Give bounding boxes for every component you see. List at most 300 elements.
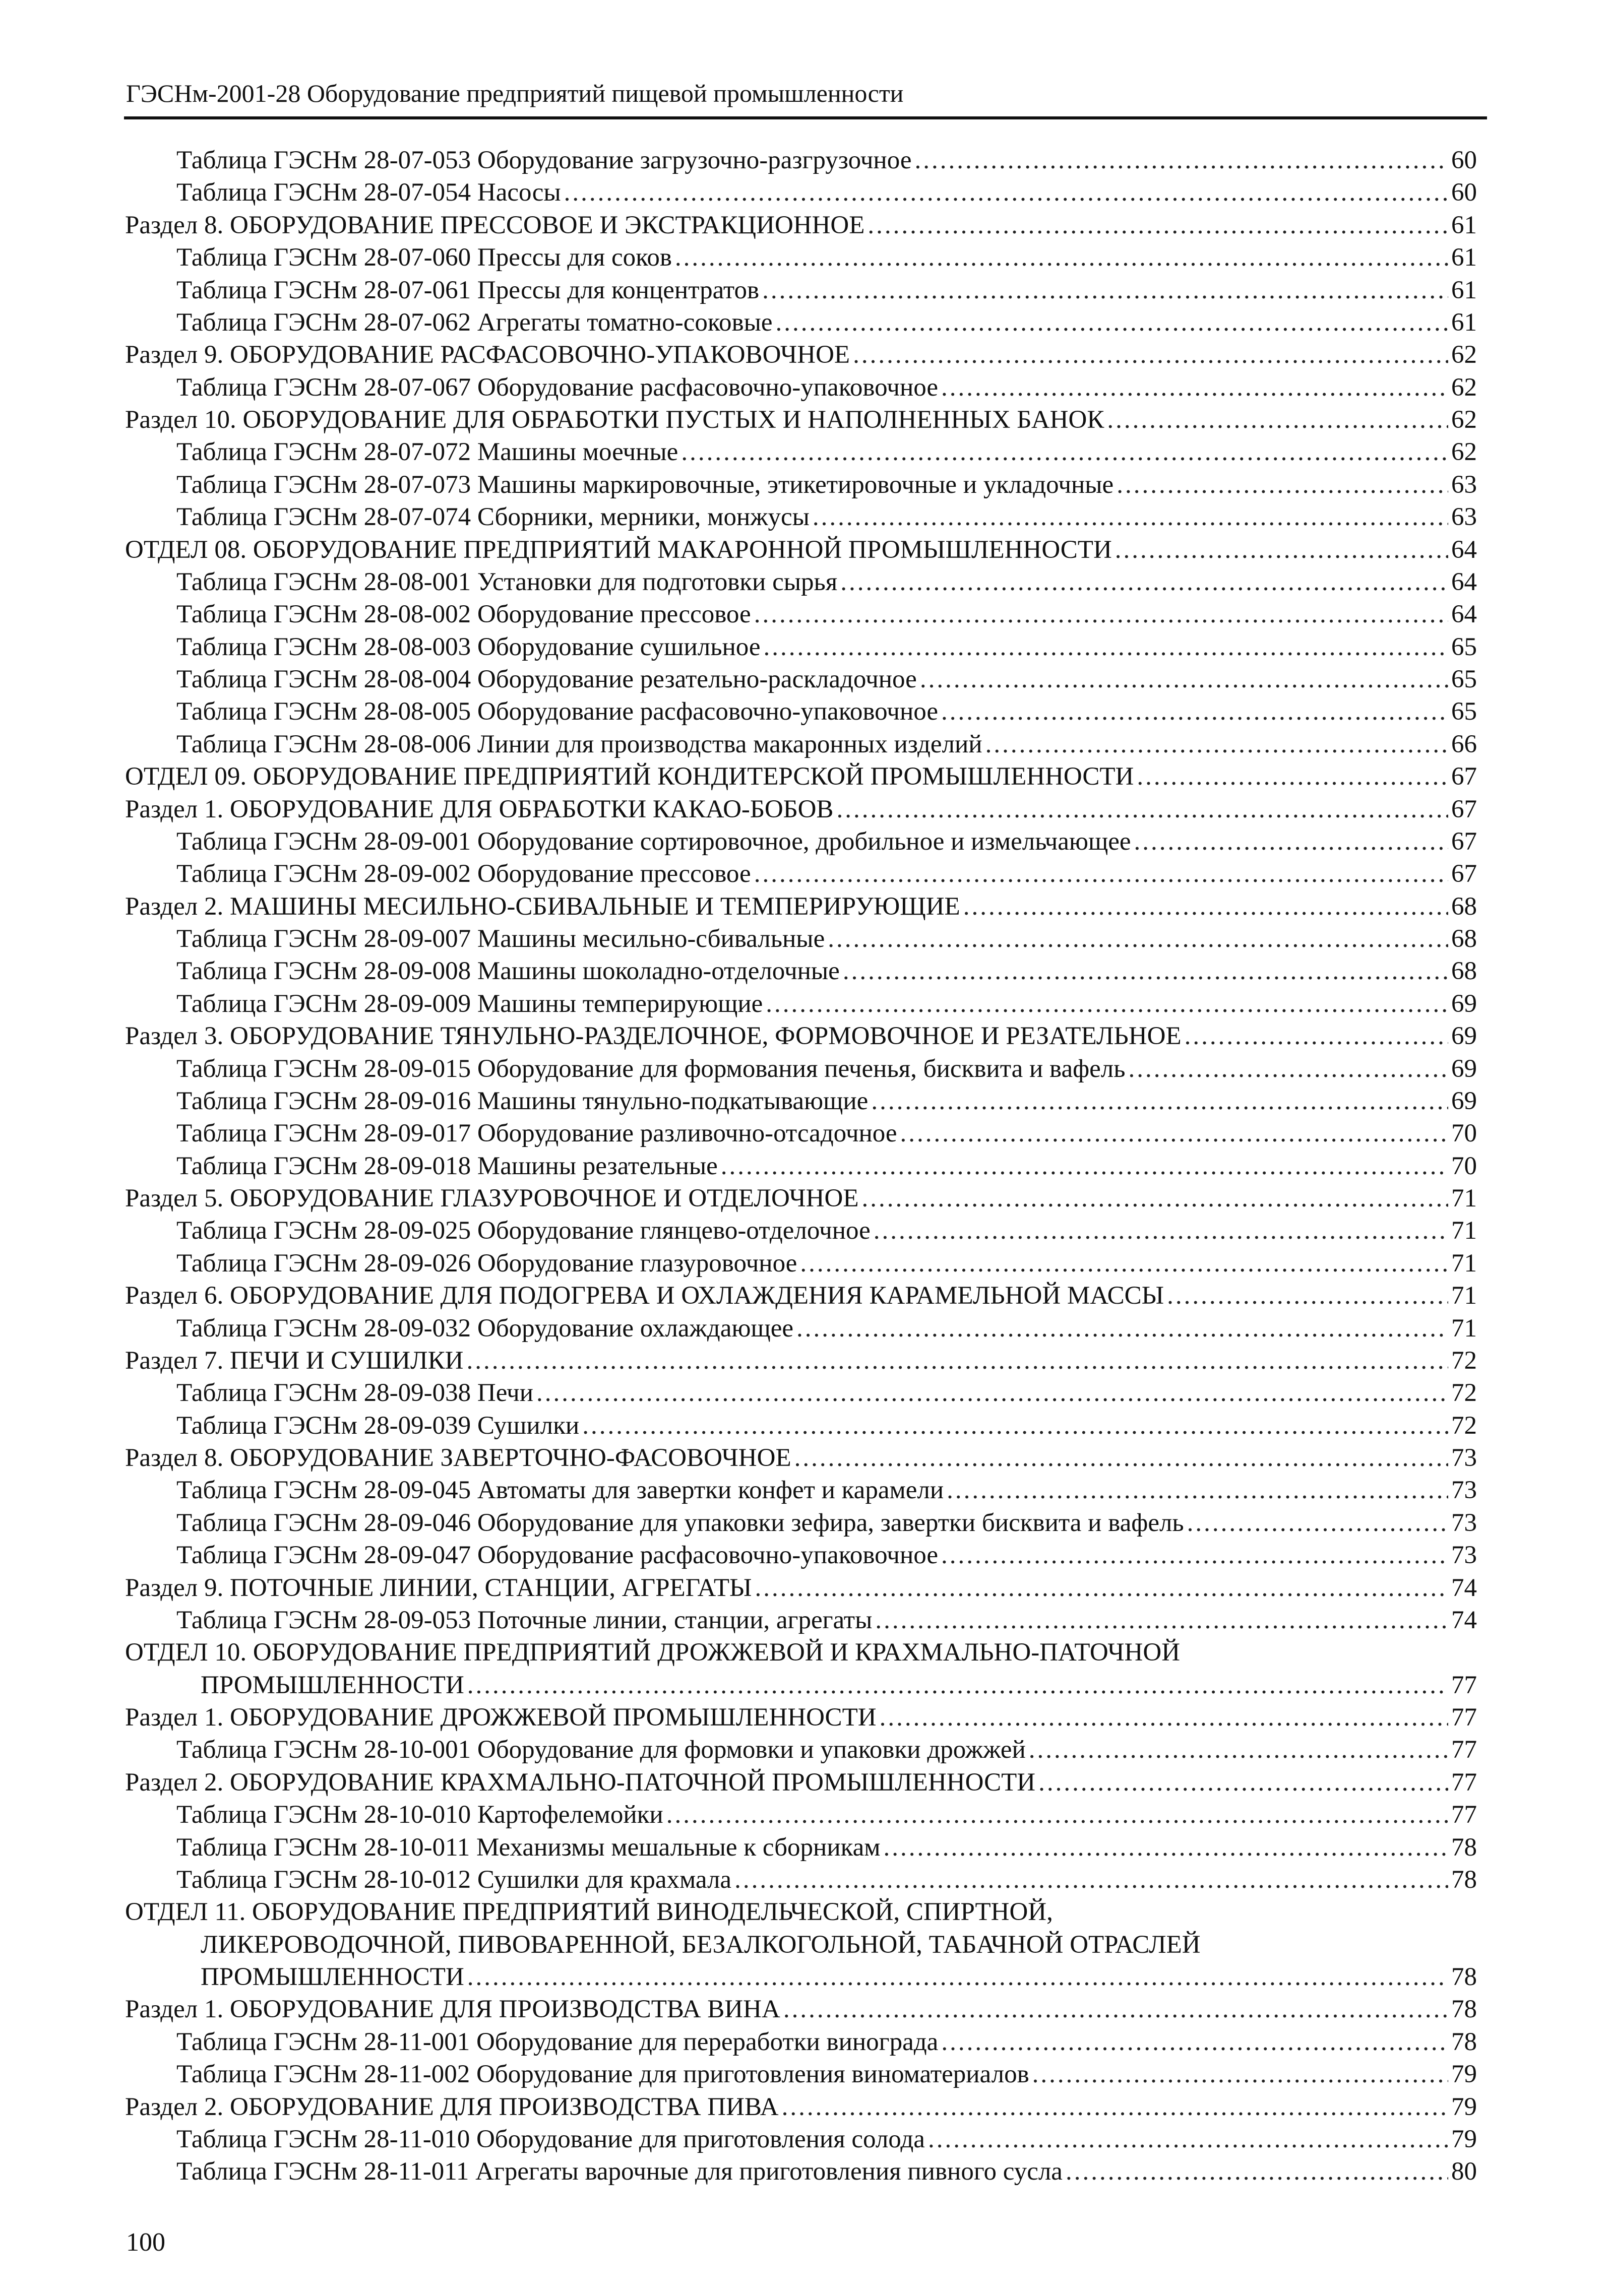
toc-entry-page: 65 [1451,697,1477,726]
toc-entry-page: 64 [1451,535,1477,564]
dot-leader [1029,1734,1448,1766]
dot-leader [900,1117,1448,1150]
toc-entry-title: Таблица ГЭСНм 28-11-001 Оборудование для переработки винограда [176,2027,939,2056]
dot-leader [796,1312,1448,1345]
toc-entry-title: Таблица ГЭСНм 28-07-072 Машины моечные [176,438,678,467]
dot-leader [840,566,1448,598]
dot-leader [985,728,1448,760]
toc-entry-page: 65 [1451,665,1477,693]
toc-entry[interactable] [0,2026,1609,2058]
toc-entry-page: 72 [1451,1379,1477,1408]
toc-entry-page: 77 [1451,1801,1477,1829]
toc-entry-page: 73 [1451,1508,1477,1537]
toc-entry[interactable] [0,1993,1609,2025]
toc-entry[interactable] [0,1669,1609,1701]
toc-entry[interactable] [0,1150,1609,1182]
toc-entry[interactable] [0,695,1609,728]
toc-entry-line [176,1831,1477,1864]
toc-entry[interactable] [0,209,1609,241]
toc-entry-line [176,1085,1477,1117]
dot-leader [871,1085,1448,1117]
toc-entry-line [125,1182,1477,1215]
toc-entry-page: 73 [1451,1476,1477,1505]
toc-entry-title: Таблица ГЭСНм 28-11-011 Агрегаты варочные для приготовления пивного сусла [176,2157,1063,2186]
toc-entry-line [176,2123,1477,2155]
toc-entry-page: 78 [1451,1963,1477,1991]
toc-entry[interactable] [0,241,1609,274]
dot-leader [813,501,1448,533]
toc-entry-line [176,598,1477,630]
toc-entry[interactable] [0,1377,1609,1409]
toc-entry-line [176,1053,1477,1085]
toc-entry-page: 64 [1451,600,1477,629]
toc-entry-page: 64 [1451,567,1477,596]
toc-entry-title: Таблица ГЭСНм 28-09-026 Оборудование глазуровочное [176,1249,797,1278]
toc-entry-line [176,306,1477,339]
toc-entry-line [125,1766,1477,1799]
toc-entry-page: 77 [1451,1703,1477,1732]
toc-entry-title: Таблица ГЭСНм 28-09-053 Поточные линии, станции, агрегаты [176,1606,873,1634]
toc-entry-line [176,988,1477,1020]
dot-leader [843,955,1448,987]
dot-leader [754,858,1448,890]
toc-entry-title: Раздел 7. ПЕЧИ И СУШИЛКИ [125,1346,464,1375]
dot-leader [941,371,1448,404]
toc-entry[interactable] [0,1604,1609,1636]
toc-entry[interactable] [0,890,1609,923]
toc-entry[interactable] [0,1896,1609,1928]
toc-entry-page: 73 [1451,1541,1477,1570]
toc-entry-page: 69 [1451,1022,1477,1051]
toc-entry-page: 67 [1451,795,1477,823]
dot-leader [853,339,1448,371]
toc-entry-line [176,2155,1477,2188]
toc-entry-title: Раздел 1. ОБОРУДОВАНИЕ ДЛЯ ОБРАБОТКИ КАКАО-БОБОВ [125,795,834,823]
toc-entry[interactable] [0,1539,1609,1571]
toc-entry-title: Таблица ГЭСНм 28-08-004 Оборудование резательно-раскладочное [176,665,917,693]
toc-entry-line [201,1961,1477,1993]
toc-entry-page: 69 [1451,989,1477,1018]
toc-entry[interactable] [0,534,1609,566]
toc-entry[interactable] [0,1215,1609,1247]
toc-entry-page: 61 [1451,211,1477,239]
toc-entry-page: 60 [1451,178,1477,207]
toc-entry-page: 61 [1451,243,1477,272]
toc-entry-page: 71 [1451,1249,1477,1278]
toc-entry[interactable] [0,858,1609,890]
toc-entry[interactable] [0,1442,1609,1474]
toc-entry[interactable] [0,923,1609,955]
toc-entry-page: 67 [1451,827,1477,856]
dot-leader [875,1604,1448,1636]
toc-entry[interactable] [0,2058,1609,2090]
toc-entry-page: 69 [1451,1087,1477,1115]
toc-entry[interactable] [0,1961,1609,1993]
toc-entry-page: 68 [1451,957,1477,986]
dot-leader [794,1442,1448,1474]
toc-entry-title: Таблица ГЭСНм 28-08-002 Оборудование прессовое [176,600,751,629]
toc-entry-page: 69 [1451,1054,1477,1083]
toc-entry-page: 80 [1451,2157,1477,2186]
dot-leader [868,209,1448,241]
toc-entry[interactable] [0,501,1609,533]
toc-entry-title: Таблица ГЭСНм 28-07-061 Прессы для концентратов [176,276,760,304]
toc-entry[interactable] [0,404,1609,436]
dot-leader [1038,1766,1448,1799]
dot-leader [1115,534,1448,566]
toc-entry-page: 70 [1451,1152,1477,1180]
dot-leader [963,890,1448,923]
toc-entry-line [125,760,1477,793]
toc-entry[interactable] [0,1182,1609,1215]
toc-entry-line [176,1864,1477,1896]
toc-entry[interactable] [0,144,1609,176]
dot-leader [1167,1280,1448,1312]
dot-leader [766,988,1448,1020]
toc-entry-line [176,825,1477,858]
toc-entry-title: ПРОМЫШЛЕННОСТИ [201,1963,464,1991]
toc-entry-page: 70 [1451,1119,1477,1148]
toc-entry[interactable] [0,306,1609,339]
toc-entry[interactable] [0,1831,1609,1864]
toc-entry-page: 78 [1451,2027,1477,2056]
toc-entry-title: Таблица ГЭСНм 28-09-008 Машины шоколадно-отделочные [176,957,840,986]
toc-entry-page: 74 [1451,1606,1477,1634]
toc-entry-line [176,923,1477,955]
toc-entry[interactable] [0,1117,1609,1150]
toc-entry-title: ЛИКЕРОВОДОЧНОЙ, ПИВОВАРЕННОЙ, БЕЗАЛКОГОЛЬНОЙ, ТАБАЧНОЙ ОТРАСЛЕЙ [201,1930,1201,1959]
toc-entry-line [176,663,1477,695]
toc-entry[interactable] [0,1507,1609,1539]
dot-leader [466,1345,1448,1377]
toc-entry-title: Таблица ГЭСНм 28-07-054 Насосы [176,178,561,207]
dot-leader [874,1215,1448,1247]
toc-entry[interactable] [0,176,1609,209]
dot-leader [536,1377,1448,1409]
toc-entry[interactable] [0,1734,1609,1766]
toc-entry-line [201,1929,1477,1961]
toc-entry-line [125,209,1477,241]
toc-entry-page: 61 [1451,308,1477,337]
toc-entry-line [176,2026,1477,2058]
toc-entry-title: Таблица ГЭСНм 28-09-025 Оборудование глянцево-отделочное [176,1217,871,1245]
toc-entry[interactable] [0,1247,1609,1280]
toc-entry-page: 79 [1451,2092,1477,2121]
toc-entry-title: Раздел 2. ОБОРУДОВАНИЕ ДЛЯ ПРОИЗВОДСТВА ПИВА [125,2092,779,2121]
toc-entry-line [176,695,1477,728]
toc-entry[interactable] [0,825,1609,858]
toc-entry-title: Раздел 1. ОБОРУДОВАНИЕ ДРОЖЖЕВОЙ ПРОМЫШЛЕННОСТИ [125,1703,877,1732]
toc-entry[interactable] [0,760,1609,793]
toc-entry[interactable] [0,1280,1609,1312]
toc-entry-title: Таблица ГЭСНм 28-07-053 Оборудование загрузочно-разгрузочное [176,146,912,174]
toc-entry[interactable] [0,2155,1609,2188]
toc-entry-title: Таблица ГЭСНм 28-10-011 Механизмы мешальные к сборникам [176,1833,881,1862]
dot-leader [884,1831,1448,1864]
toc-entry[interactable] [0,566,1609,598]
toc-entry-title: Таблица ГЭСНм 28-10-001 Оборудование для формовки и упаковки дрожжей [176,1736,1026,1764]
toc-entry-title: ОТДЕЛ 11. ОБОРУДОВАНИЕ ПРЕДПРИЯТИЙ ВИНОДЕЛЬЧЕСКОЙ, СПИРТНОЙ, [125,1898,1053,1927]
dot-leader [1128,1053,1448,1085]
dot-leader [941,1539,1448,1571]
dot-leader [828,923,1448,955]
toc-entry-title: Таблица ГЭСНм 28-09-047 Оборудование расфасовочно-упаковочное [176,1541,938,1570]
toc-entry-line [176,1377,1477,1409]
toc-entry[interactable] [0,2123,1609,2155]
toc-entry-line [176,1410,1477,1442]
toc-entry-line [176,1117,1477,1150]
toc-entry-page: 74 [1451,1573,1477,1602]
toc-entry[interactable] [0,631,1609,663]
dot-leader [764,631,1448,663]
toc-entry-line [176,469,1477,501]
toc-entry[interactable] [0,955,1609,987]
dot-leader [782,2091,1448,2123]
toc-entry[interactable] [0,436,1609,468]
toc-entry[interactable] [0,1572,1609,1604]
toc-entry-title: ОТДЕЛ 08. ОБОРУДОВАНИЕ ПРЕДПРИЯТИЙ МАКАРОННОЙ ПРОМЫШЛЕННОСТИ [125,535,1112,564]
toc-entry-title: Таблица ГЭСНм 28-09-039 Сушилки [176,1411,580,1440]
toc-entry-line [176,1507,1477,1539]
toc-entry-page: 79 [1451,2125,1477,2153]
toc-entry-line [125,534,1477,566]
toc-entry-line [176,144,1477,176]
toc-entry-page: 60 [1451,146,1477,174]
toc-entry[interactable] [0,1864,1609,1896]
toc-entry-line [125,1345,1477,1377]
toc-entry-title: ОТДЕЛ 09. ОБОРУДОВАНИЕ ПРЕДПРИЯТИЙ КОНДИТЕРСКОЙ ПРОМЫШЛЕННОСТИ [125,762,1134,791]
dot-leader [880,1701,1448,1734]
toc-entry-title: Раздел 3. ОБОРУДОВАНИЕ ТЯНУЛЬНО-РАЗДЕЛОЧНОЕ, ФОРМОВОЧНОЕ И РЕЗАТЕЛЬНОЕ [125,1022,1182,1051]
toc-entry-title: Таблица ГЭСНм 28-09-038 Печи [176,1379,533,1408]
toc-entry-page: 77 [1451,1671,1477,1699]
toc-entry[interactable] [0,988,1609,1020]
dot-leader [666,1799,1448,1831]
toc-entry-page: 72 [1451,1411,1477,1440]
dot-leader [754,598,1448,630]
toc-entry-title: Таблица ГЭСНм 28-09-015 Оборудование для формования печенья, бисквита и вафель [176,1054,1126,1083]
toc-entry-page: 77 [1451,1736,1477,1764]
toc-entry-title: Таблица ГЭСНм 28-09-018 Машины резательные [176,1152,718,1180]
toc-entry-title: Таблица ГЭСНм 28-08-001 Установки для подготовки сырья [176,567,838,596]
toc-entry-line [176,858,1477,890]
toc-entry-title: Таблица ГЭСНм 28-10-010 Картофелемойки [176,1801,663,1829]
toc-entry-title: Таблица ГЭСНм 28-09-001 Оборудование сортировочное, дробильное и измельчающее [176,827,1131,856]
table-of-contents [0,144,1609,2188]
toc-entry-line [125,1636,1477,1669]
toc-entry[interactable] [0,1410,1609,1442]
toc-entry-title: Раздел 6. ОБОРУДОВАНИЕ ДЛЯ ПОДОГРЕВА И ОХЛАЖДЕНИЯ КАРАМЕЛЬНОЙ МАССЫ [125,1282,1164,1310]
toc-entry-title: Таблица ГЭСНм 28-07-073 Машины маркировочные, этикетировочные и укладочные [176,470,1114,499]
dot-leader [1066,2155,1448,2188]
toc-entry-page: 62 [1451,341,1477,369]
toc-entry[interactable] [0,793,1609,825]
toc-entry-title: ОТДЕЛ 10. ОБОРУДОВАНИЕ ПРЕДПРИЯТИЙ ДРОЖЖЕВОЙ И КРАХМАЛЬНО-ПАТОЧНОЙ [125,1638,1181,1667]
toc-entry-line [125,1020,1477,1052]
toc-entry[interactable] [0,728,1609,760]
toc-entry-title: Раздел 8. ОБОРУДОВАНИЕ ЗАВЕРТОЧНО-ФАСОВОЧНОЕ [125,1444,791,1472]
dot-leader [783,1993,1448,2025]
dot-leader [681,436,1448,468]
toc-entry[interactable] [0,1799,1609,1831]
toc-entry-line [176,1604,1477,1636]
toc-entry-line [125,404,1477,436]
toc-entry-line [125,1442,1477,1474]
toc-entry-title: Таблица ГЭСНм 28-08-006 Линии для производства макаронных изделий [176,730,982,758]
toc-entry-line [125,339,1477,371]
toc-entry-title: Таблица ГЭСНм 28-09-046 Оборудование для упаковки зефира, завертки бисквита и вафель [176,1508,1184,1537]
toc-entry[interactable] [0,2091,1609,2123]
toc-entry-page: 68 [1451,925,1477,953]
toc-entry-line [176,371,1477,404]
toc-entry-line [176,1799,1477,1831]
toc-entry-title: Раздел 9. ПОТОЧНЫЕ ЛИНИИ, СТАНЦИИ, АГРЕГАТЫ [125,1573,752,1602]
dot-leader [928,2123,1448,2155]
toc-entry-line [176,1474,1477,1506]
toc-entry[interactable] [0,339,1609,371]
toc-entry[interactable] [0,371,1609,404]
toc-entry-page: 78 [1451,1995,1477,2024]
toc-entry[interactable] [0,663,1609,695]
toc-entry-line [176,631,1477,663]
toc-entry-line [176,436,1477,468]
toc-entry-page: 71 [1451,1184,1477,1213]
toc-entry[interactable] [0,598,1609,630]
toc-entry-title: Таблица ГЭСНм 28-10-012 Сушилки для крахмала [176,1865,732,1894]
toc-entry-line [125,1993,1477,2025]
toc-entry-line [176,274,1477,306]
dot-leader [1134,825,1449,858]
toc-entry-page: 62 [1451,406,1477,434]
toc-entry[interactable] [0,1701,1609,1734]
toc-entry-title: Таблица ГЭСНм 28-07-074 Сборники, мерники, монжусы [176,503,810,532]
toc-entry[interactable] [0,274,1609,306]
toc-entry-page: 68 [1451,892,1477,921]
toc-entry-page: 65 [1451,632,1477,661]
dot-leader [776,306,1448,339]
toc-entry-line [125,1701,1477,1734]
dot-leader [1117,469,1448,501]
toc-entry[interactable] [0,1766,1609,1799]
toc-entry[interactable] [0,1345,1609,1377]
toc-entry-line [125,793,1477,825]
dot-leader [582,1410,1448,1442]
toc-entry-line [176,1150,1477,1182]
toc-entry-title: Раздел 9. ОБОРУДОВАНИЕ РАСФАСОВОЧНО-УПАКОВОЧНОЕ [125,341,850,369]
toc-entry[interactable] [0,1929,1609,1961]
toc-entry-line [125,890,1477,923]
toc-entry-page: 71 [1451,1217,1477,1245]
dot-leader [467,1961,1448,1993]
toc-entry-page: 73 [1451,1444,1477,1472]
toc-entry[interactable] [0,1474,1609,1506]
toc-entry-title: Таблица ГЭСНм 28-08-003 Оборудование сушильное [176,632,761,661]
toc-entry-line [176,1312,1477,1345]
toc-entry-title: Таблица ГЭСНм 28-07-067 Оборудование расфасовочно-упаковочное [176,373,938,402]
dot-leader [800,1247,1448,1280]
toc-entry[interactable] [0,1312,1609,1345]
dot-leader [1187,1507,1448,1539]
toc-entry-page: 77 [1451,1768,1477,1797]
toc-entry-page: 63 [1451,470,1477,499]
toc-entry-page: 79 [1451,2060,1477,2089]
toc-entry-line [176,728,1477,760]
toc-entry-page: 67 [1451,860,1477,888]
toc-entry-title: Раздел 1. ОБОРУДОВАНИЕ ДЛЯ ПРОИЗВОДСТВА ВИНА [125,1995,780,2024]
toc-entry-title: Таблица ГЭСНм 28-09-032 Оборудование охлаждающее [176,1314,793,1343]
dot-leader [467,1669,1448,1701]
toc-entry-page: 66 [1451,730,1477,758]
dot-leader [755,1572,1449,1604]
dot-leader [1107,404,1448,436]
toc-entry[interactable] [0,1085,1609,1117]
toc-entry-title: Раздел 2. ОБОРУДОВАНИЕ КРАХМАЛЬНО-ПАТОЧНОЙ ПРОМЫШЛЕННОСТИ [125,1768,1036,1797]
toc-entry-title: Таблица ГЭСНм 28-09-007 Машины месильно-сбивальные [176,925,825,953]
toc-entry-line [176,1215,1477,1247]
dot-leader [914,144,1448,176]
toc-entry-line [176,2058,1477,2090]
toc-entry-page: 71 [1451,1314,1477,1343]
running-header: ГЭСНм-2001-28 Оборудование предприятий пищевой промышленности [126,79,904,107]
toc-entry-line [176,176,1477,209]
dot-leader [734,1864,1448,1896]
toc-entry-title: Таблица ГЭСНм 28-08-005 Оборудование расфасовочно-упаковочное [176,697,938,726]
toc-entry-line [201,1669,1477,1701]
toc-entry-title: Таблица ГЭСНм 28-09-017 Оборудование разливочно-отсадочное [176,1119,897,1148]
dot-leader [941,2026,1448,2058]
dot-leader [1032,2058,1448,2090]
toc-entry-line [176,1247,1477,1280]
dot-leader [947,1474,1448,1506]
dot-leader [1185,1020,1448,1052]
dot-leader [836,793,1448,825]
toc-entry-title: Раздел 5. ОБОРУДОВАНИЕ ГЛАЗУРОВОЧНОЕ И ОТДЕЛОЧНОЕ [125,1184,859,1213]
toc-entry-line [125,2091,1477,2123]
toc-entry-page: 78 [1451,1833,1477,1862]
toc-entry-title: Таблица ГЭСНм 28-11-010 Оборудование для приготовления солода [176,2125,925,2153]
toc-entry-page: 67 [1451,762,1477,791]
toc-entry[interactable] [0,1020,1609,1052]
page-number: 100 [126,2228,165,2257]
toc-entry-title: Таблица ГЭСНм 28-07-062 Агрегаты томатно-соковые [176,308,773,337]
toc-entry-page: 62 [1451,373,1477,402]
toc-entry-line [176,566,1477,598]
toc-entry-title: Таблица ГЭСНм 28-07-060 Прессы для соков [176,243,672,272]
toc-entry-page: 61 [1451,276,1477,304]
header-rule [124,116,1487,119]
dot-leader [1137,760,1448,793]
dot-leader [675,241,1448,274]
toc-entry-title: Таблица ГЭСНм 28-09-002 Оборудование прессовое [176,860,751,888]
toc-entry-line [176,955,1477,987]
toc-entry-line [125,1572,1477,1604]
toc-entry-line [176,1734,1477,1766]
toc-entry-title: Таблица ГЭСНм 28-09-016 Машины тянульно-подкатывающие [176,1087,869,1115]
dot-leader [941,695,1448,728]
toc-entry-page: 71 [1451,1282,1477,1310]
toc-entry[interactable] [0,1053,1609,1085]
toc-entry[interactable] [0,1636,1609,1669]
toc-entry-line [125,1896,1477,1928]
toc-entry-line [176,241,1477,274]
toc-entry[interactable] [0,469,1609,501]
dot-leader [564,176,1448,209]
toc-entry-page: 78 [1451,1865,1477,1894]
dot-leader [721,1150,1448,1182]
toc-entry-line [125,1280,1477,1312]
toc-entry-title: Раздел 2. МАШИНЫ МЕСИЛЬНО-СБИВАЛЬНЫЕ И ТЕМПЕРИРУЮЩИЕ [125,892,960,921]
toc-entry-title: Раздел 8. ОБОРУДОВАНИЕ ПРЕССОВОЕ И ЭКСТРАКЦИОННОЕ [125,211,865,239]
